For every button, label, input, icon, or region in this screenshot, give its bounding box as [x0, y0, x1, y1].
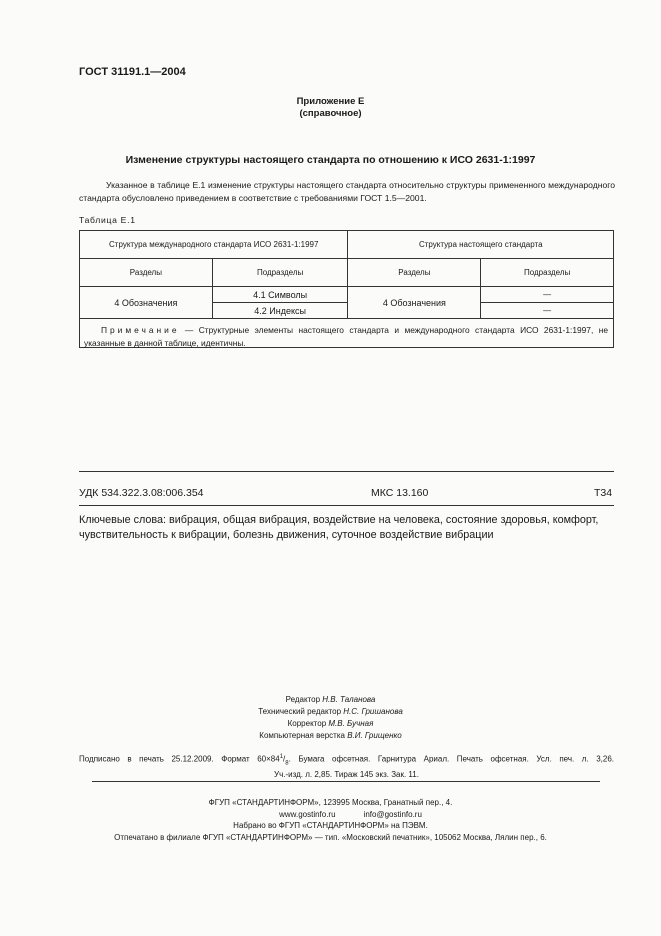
national-section-cell: 4 Обозначения: [348, 287, 481, 319]
publisher-address: ФГУП «СТАНДАРТИНФОРМ», 123995 Москва, Гранатный пер., 4.: [208, 798, 453, 807]
format-fraction-den: 8: [285, 760, 289, 767]
credit-line: [0, 718, 661, 730]
section-title: Изменение структуры настоящего стандарта по отношению к ИСО 2631-1:1997: [125, 154, 536, 166]
credit-line: [0, 694, 661, 706]
credit-person: Н.С. Гришанова: [343, 707, 403, 716]
divider-line: [79, 471, 614, 472]
credit-line: [0, 706, 661, 718]
annex-kind: (справочное): [299, 108, 362, 119]
table-row: [80, 259, 614, 287]
category-code: Т34: [594, 487, 613, 499]
mks-code: МКС 13.160: [371, 487, 429, 499]
divider-line: [79, 505, 614, 506]
intro-text: Указанное в таблице Е.1 изменение структуры настоящего стандарта относительно структуры примененного международного стандарта обусловлено приведением в соответствие с требованиями ГОСТ 1.5—2001.: [79, 180, 615, 203]
intl-subsection-cell: 4.1 Символы: [212, 287, 348, 303]
document-header: ГОСТ 31191.1—2004: [79, 66, 186, 78]
credit-person: М.В. Бучная: [328, 719, 374, 728]
printing-info: [0, 797, 661, 843]
table-row: [80, 287, 614, 303]
credit-role: Компьютерная верстка: [259, 731, 345, 740]
typeset-info: Набрано во ФГУП «СТАНДАРТИНФОРМ» на ПЭВМ.: [233, 821, 428, 830]
website-link[interactable]: www.gostinfo.ru: [279, 809, 336, 819]
credit-role: Корректор: [287, 719, 327, 728]
keywords: Ключевые слова: вибрация, общая вибрация, воздействие на человека, состояние здоровья, комфорт, чувствительность к вибрации, болезнь движения, суточное воздействие вибрации: [79, 514, 599, 541]
col-subsections-national: Подразделы: [481, 259, 614, 287]
note-text: — Структурные элементы настоящего стандарта и международного стандарта ИСО 2631-1:1997, не указанные в данной таблице, идентичны.: [84, 325, 608, 348]
col-subsections-intl: Подразделы: [212, 259, 348, 287]
format-fraction-num: 1: [279, 754, 284, 760]
table-row: [80, 231, 614, 259]
national-subsection-cell: —: [481, 303, 614, 319]
national-subsection-cell: —: [481, 287, 614, 303]
signing-info: [79, 751, 614, 781]
signing-line-1: Подписано в печать 25.12.2009. Формат $60\times 84^1/_8$. Бумага офсетная. Гарнитура Ариал. Печать офсетная. Усл. печ. л. 3,26.: [79, 754, 615, 767]
signing-line-2: Уч.-изд. л. 2,85. Тираж 145 экз. Зак. 11.: [274, 770, 419, 780]
credit-person: В.И. Грищенко: [347, 731, 402, 740]
intl-subsection-cell: 4.2 Индексы: [212, 303, 348, 319]
publisher-contacts: [0, 809, 661, 821]
credits-block: [0, 694, 661, 742]
credit-role: Технический редактор: [258, 707, 342, 716]
credit-role: Редактор: [285, 695, 321, 704]
annex-label: Приложение Е: [296, 96, 365, 107]
email-link[interactable]: info@gostinfo.ru: [363, 809, 422, 819]
table-note: [84, 324, 608, 349]
intro-paragraph: [79, 179, 615, 205]
header-national-structure: Структура настоящего стандарта: [348, 231, 614, 259]
credit-person: Н.В. Таланова: [322, 695, 376, 704]
udc-code: УДК 534.322.3.08:006.354: [79, 487, 204, 499]
col-sections-intl: Разделы: [80, 259, 213, 287]
signing-paper: . Бумага офсетная. Гарнитура Ариал. Печать офсетная. Усл. печ. л. 3,26.: [288, 754, 615, 764]
table-caption: Таблица Е.1: [79, 215, 136, 225]
divider-line: [92, 781, 600, 782]
signing-format: Подписано в печать 25.12.2009. Формат 60×84: [79, 754, 280, 764]
printed-info: Отпечатано в филиале ФГУП «СТАНДАРТИНФОРМ» — тип. «Московский печатник», 105062 Москва, Лялин пер., 6.: [114, 832, 547, 842]
credit-line: [0, 730, 661, 742]
intl-section-cell: 4 Обозначения: [80, 287, 213, 319]
col-sections-national: Разделы: [348, 259, 481, 287]
header-intl-structure: Структура международного стандарта ИСО 2631-1:1997: [80, 231, 348, 259]
note-label: Примечание: [101, 325, 180, 335]
